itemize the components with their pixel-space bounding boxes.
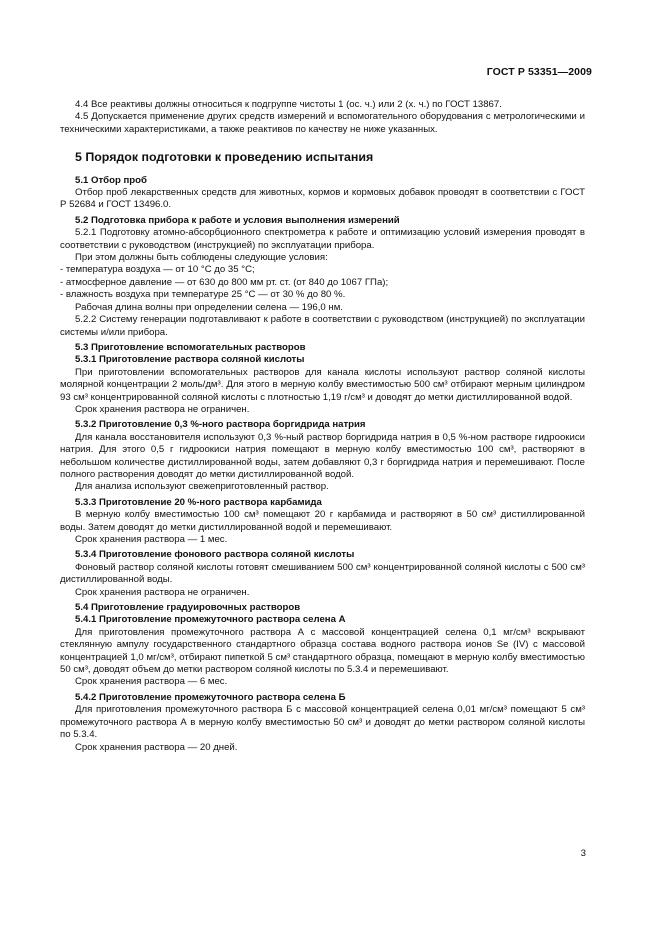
paragraph: Срок хранения раствора — 6 мес.: [75, 676, 228, 688]
section-heading: 5 Порядок подготовки к проведению испытания: [75, 150, 374, 165]
paragraph: Срок хранения раствора — 1 мес.: [75, 534, 228, 545]
paragraph: Для анализа используют свежеприготовленный раствор.: [75, 481, 329, 493]
subsection-heading: 5.3 Приготовление вспомогательных растворов: [75, 341, 306, 353]
subsection-heading: 5.4.2 Приготовление промежуточного раствора селена Б: [75, 691, 346, 703]
document-header: ГОСТ Р 53351—2009: [486, 66, 592, 78]
paragraph: 5.2.1 Подготовку атомно-абсорбционного спектрометра к работе и оптимизацию условий измерения проводят в соответствии с руководством (инструкцией) по эксплуатации прибора.: [60, 227, 585, 251]
paragraph: Для приготовления промежуточного раствора Б с массовой концентрацией селена 0,01 мг/см³ помещают 5 см³ промежуточного раствора А в мерную колбу вместимостью 50 см³ и доводят до метки раствором соляной кислоты по 5.3.4.: [60, 704, 585, 741]
subsection-heading: 5.4.1 Приготовление промежуточного раствора селена А: [75, 614, 346, 626]
paragraph: Для канала восстановителя используют 0,3 %-ный раствор боргидрида натрия в 0,5 %-ном растворе гидроокиси натрия. Для этого 0,5 г гидроокиси натрия помещают в мерную колбу вместимостью 100 см³, растворяют в небольшом количестве дистиллированной воды, затем добавляют 0,3 г боргидрида натрия и перемешивают. После полного растворения доводят до метки дистиллированной водой.: [60, 431, 585, 480]
subsection-heading: 5.3.2 Приготовление 0,3 %-ного раствора боргидрида натрия: [75, 419, 366, 431]
paragraph: 5.2.2 Систему генерации подготавливают к работе в соответствии с руководством (инструкцией) по эксплуатации системы и/или прибора.: [60, 314, 585, 338]
subsection-heading: 5.4 Приготовление градуировочных растворов: [75, 602, 301, 614]
list-item: - атмосферное давление — от 630 до 800 мм рт. ст. (от 840 до 1067 ГПа);: [60, 276, 389, 288]
paragraph: 4.5 Допускается применение других средств измерений и вспомогательного оборудования с метрологическими и техническими характеристиками, а также реактивов по качеству не ниже указанных.: [60, 111, 585, 135]
subsection-heading: 5.3.1 Приготовление раствора соляной кислоты: [75, 354, 305, 366]
paragraph: В мерную колбу вместимостью 100 см³ помещают 20 г карбамида и растворяют в 50 см³ дистиллированной воды. Затем доводят до метки дистиллированной водой и перемешивают.: [60, 509, 585, 533]
subsection-heading: 5.3.3 Приготовление 20 %-ного раствора карбамида: [75, 496, 322, 508]
page-number: 3: [580, 848, 586, 859]
document-body: [60, 99, 585, 754]
paragraph: Срок хранения раствора не ограничен.: [75, 403, 250, 415]
paragraph: 4.4 Все реактивы должны относиться к подгруппе чистоты 1 (ос. ч.) или 2 (х. ч.) по ГОСТ 13867.: [75, 99, 502, 110]
paragraph: Фоновый раствор соляной кислоты готовят смешиванием 500 см³ концентрированной соляной кислоты с 500 см³ дистиллированной воды.: [60, 561, 585, 586]
list-item: - влажность воздуха при температуре 25 °С — от 30 % до 80 %.: [60, 289, 346, 301]
subsection-heading: 5.2 Подготовка прибора к работе и условия выполнения измерений: [75, 214, 400, 226]
subsection-heading: 5.1 Отбор проб: [75, 174, 147, 186]
paragraph: Для приготовления промежуточного раствора А с массовой концентрацией селена 0,1 мг/см³ вскрывают стеклянную ампулу государственного стандартного образца состава водного раствора ионов Se (IV) с массовой концентрацией 1,0 мг/см³, отбирают пипеткой 5 см³ стандартного образца, помещают в мерную колбу вместимостью 50 см³, доводят объем до метки раствором соляной кислоты по 5.3.4 и перемешивают.: [60, 626, 585, 676]
list-item: - температура воздуха — от 10 °С до 35 °С;: [60, 264, 255, 276]
paragraph: Рабочая длина волны при определении селена — 196,0 нм.: [75, 301, 343, 313]
paragraph: Отбор проб лекарственных средств для животных, кормов и кормовых добавок проводят в соответствии с ГОСТ Р 52684 и ГОСТ 13496.0.: [60, 187, 585, 211]
paragraph: Срок хранения раствора не ограничен.: [75, 586, 250, 598]
paragraph: При этом должны быть соблюдены следующие условия:: [75, 252, 328, 264]
paragraph: Срок хранения раствора — 20 дней.: [75, 741, 238, 753]
paragraph: При приготовлении вспомогательных растворов для канала кислоты используют раствор соляной кислоты молярной концентрации 2 моль/дм³. Для этого в мерную колбу вместимостью 500 см³ отбирают мерным цилиндром 93 см³ концентрированной соляной кислоты с плотностью 1,19 г/см³ и доводят до метки дистиллированной водой.: [60, 366, 585, 403]
subsection-heading: 5.3.4 Приготовление фонового раствора соляной кислоты: [75, 549, 355, 561]
